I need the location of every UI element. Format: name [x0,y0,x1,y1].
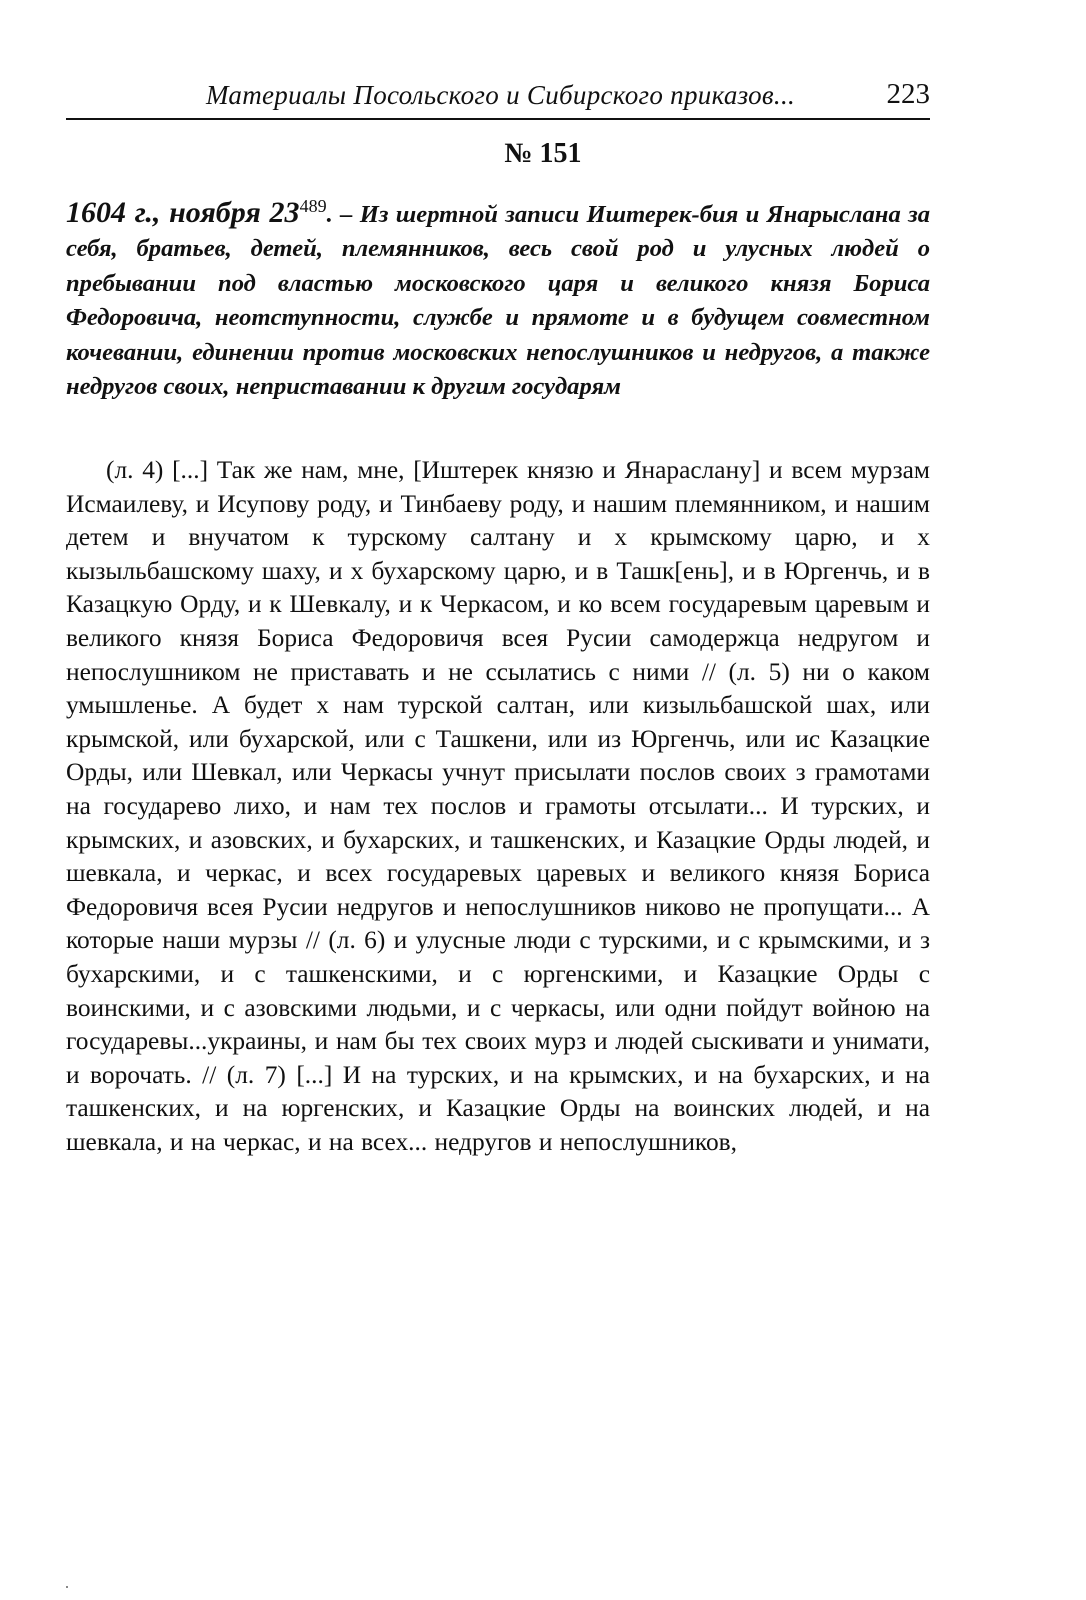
scan-speck [66,1586,68,1588]
document-heading [66,196,930,404]
document-summary: . – Из шертной записи Иштерек-бия и Янарыслана за себя, братьев, детей, племянников, весь свой род и улусных людей о пребывании под властью московского царя и великого князя Бориса Федоровича, неотступности, службе и прямоте и в будущем совместном кочевании, единении против московских непослушников и недругов, а также недругов своих, неприставании к другим государям [66,201,931,401]
running-header [66,78,930,120]
footnote-reference: 489 [299,196,327,217]
running-title: Материалы Посольского и Сибирского приказов... [206,80,796,110]
page-number: 223 [886,78,930,110]
body-paragraph: (л. 4) [...] Так же нам, мне, [Иштерек князю и Янараслану] и всем мурзам Исмаилеву, и Исупову роду, и Тинбаеву роду, и нашим племянником, и нашим детем и внучатом к турскому салтану и х крымскому царю, и х кызыльбашскому шаху, и х бухарскому царю, и в Ташк[ень], и в Юргенчь, и в Казацкую Орду, и к Шевкалу, и к Черкасом, и ко всем государевым царевым и великого князя Бориса Федоровичя всея Русии самодержца недругом и непослушником не приставать и не ссылатись с ними // (л. 5) ни о каком умышленье. А будет х нам турской салтан, или кизыльбашской шах, или крымской, или бухарской, или с Ташкени, или из Юргенчь, или ис Казацкие Орды, или Шевкал, или Черкасы учнут присылати послов своих з грамотами на государево лихо, и нам тех послов и грамоты отсылати... И турских, и крымских, и азовских, и бухарских, и ташкенских, и Казацкие Орды людей, и шевкала, и черкас, и всех государевых царевых и великого князя Бориса Федоровичя всея Русии недругов и непослушников никово не пропущати... А которые наши мурзы // (л. 6) и улусные люди с турскими, и с крымскими, и з бухарскими, и с ташкенскими, и с юргенскими, и Казацкие Орды с воинскими, и с азовскими людьми, и с черкасы, или одни пойдут войною на государевы...украины, и нам бы тех своих мурз и людей сыскивати и унимати, и ворочать. // (л. 7) [...] И на турских, и на крымских, и на бухарских, и на ташкенских, и на юргенских, и Казацкие Орды на воинских людей, и на шевкала, и на черкас, и на всех... недругов и непослушников, [66,456,930,1156]
document-number: № 151 [504,138,582,169]
document-body [66,454,930,1159]
document-date: 1604 г., ноября 23 [66,196,300,229]
